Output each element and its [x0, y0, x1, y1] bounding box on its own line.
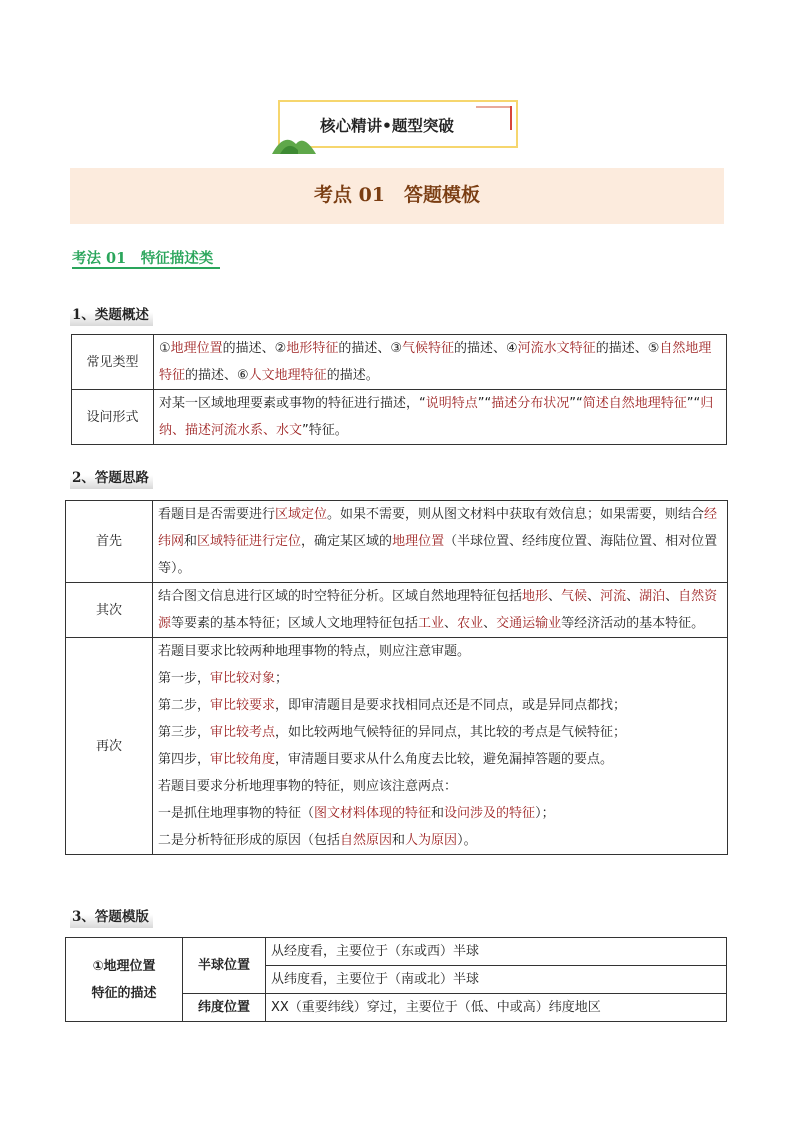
highlight-text: 归纳、描述河流水系、水文 — [159, 396, 714, 438]
page-title: 考点 01 答题模板 — [313, 184, 481, 206]
method-title-underline — [72, 267, 220, 269]
row-label: 常见类型 — [72, 335, 154, 390]
mountain-icon — [270, 128, 318, 156]
highlight-text: 地形特征 — [286, 341, 339, 356]
cell-text: 的描述、⑤ — [595, 341, 660, 356]
section-heading: 3、答题模版 — [70, 903, 153, 928]
highlight-text: 气候特征 — [402, 341, 455, 356]
table-row — [66, 638, 728, 855]
cell-text: ； — [275, 671, 289, 686]
cell-text: 。如果不需要，则从图文材料中获取有效信息；如果需要，则结合 — [327, 507, 705, 522]
cell-text: 、 — [483, 616, 497, 631]
highlight-text: 地形 — [522, 589, 549, 604]
step-line: 若题目要求分析地理事物的特征，则应该注意两点： — [158, 779, 458, 794]
cell-text: ① — [159, 341, 171, 356]
highlight-text: 审比较角度 — [210, 752, 276, 767]
cell-text: 等经济活动的基本特征。 — [561, 616, 705, 631]
cell-text: 的描述、③ — [338, 341, 402, 356]
overview-table — [71, 334, 727, 445]
table-cell — [153, 501, 728, 583]
cell-text: ）； — [535, 806, 555, 821]
cell-text: 、 — [587, 589, 601, 604]
cell-text: ”“ — [569, 396, 583, 411]
step-line: 若题目要求比较两种地理事物的特点，则应注意审题。 — [158, 644, 471, 659]
section-heading: 1、类题概述 — [70, 301, 153, 326]
row-label: 再次 — [66, 638, 153, 855]
highlight-text: 图文材料体现的特征 — [314, 806, 432, 821]
highlight-text: 自然地理特征 — [159, 341, 712, 383]
cell-text: 的描述、② — [222, 341, 287, 356]
table-cell — [154, 390, 727, 445]
table-row — [72, 335, 727, 390]
cell-text: ，确定某区域的 — [301, 534, 393, 549]
highlight-text: 区域特征进行定位 — [197, 534, 302, 549]
highlight-text: 自然资源 — [158, 589, 718, 631]
cell-text: 第一步， — [158, 671, 211, 686]
highlight-text: 描述分布状况 — [491, 396, 570, 411]
banner-deco-line — [510, 106, 512, 130]
highlight-text: 自然原因 — [340, 833, 393, 848]
row-label: 首先 — [66, 501, 153, 583]
row-label: 其次 — [66, 583, 153, 638]
step-line — [158, 827, 722, 854]
cell-text: 的描述。 — [326, 368, 379, 383]
method-title: 考法 01 特征描述类 — [72, 250, 214, 267]
table-row — [66, 583, 728, 638]
highlight-text: 交通运输业 — [496, 616, 562, 631]
cell-text: 等要素的基本特征；区域人文地理特征包括 — [171, 616, 419, 631]
section-heading: 2、答题思路 — [70, 464, 153, 489]
step-line — [158, 665, 722, 692]
cell-text: ，即审清题目是要求找相同点还是不同点，或是异同点都找； — [275, 698, 627, 713]
highlight-text: 人为原因 — [405, 833, 458, 848]
cell-text: 第三步， — [158, 725, 211, 740]
highlight-text: 设问涉及的特征 — [444, 806, 536, 821]
table-cell — [153, 638, 728, 855]
approach-table — [65, 500, 728, 855]
cell-text: 第四步， — [158, 752, 211, 767]
cell-text: 的描述、④ — [454, 341, 518, 356]
highlight-text: 湖泊 — [639, 589, 666, 604]
cell-text: ”“ — [686, 396, 701, 411]
category-line: ①地理位置 — [92, 958, 156, 974]
subcategory-cell: 纬度位置 — [183, 994, 266, 1022]
cell-text: 的描述、⑥ — [185, 368, 249, 383]
highlight-text: 审比较要求 — [210, 698, 276, 713]
highlight-text: 经纬网 — [158, 507, 718, 549]
cell-text: 对某一区域地理要素或事物的特征进行描述，“ — [159, 396, 426, 411]
cell-text: ，如比较两地气候特征的异同点，其比较的考点是气候特征； — [275, 725, 627, 740]
page-title-bar — [70, 168, 724, 224]
highlight-text: 审比较考点 — [210, 725, 276, 740]
highlight-text: 简述自然地理特征 — [582, 396, 687, 411]
step-line — [158, 746, 722, 773]
cell-text: 和 — [184, 534, 198, 549]
cell-text: 二是分析特征形成的原因（包括 — [158, 833, 341, 848]
table-row — [72, 390, 727, 445]
highlight-text: 地理位置 — [392, 534, 445, 549]
category-line: 特征的描述 — [91, 985, 157, 1001]
cell-text: 、 — [626, 589, 640, 604]
cell-text: 和 — [431, 806, 445, 821]
cell-text: 、 — [548, 589, 562, 604]
cell-text: 一是抓住地理事物的特征（ — [158, 806, 315, 821]
banner-deco-line — [476, 106, 510, 108]
highlight-text: 工业 — [418, 616, 445, 631]
highlight-text: 说明特点 — [425, 396, 478, 411]
table-cell: 从经度看，主要位于（东或西）半球 — [266, 938, 727, 966]
highlight-text: 河流 — [600, 589, 627, 604]
row-label: 设问形式 — [72, 390, 154, 445]
cell-text: 第二步， — [158, 698, 211, 713]
template-table — [65, 937, 727, 1022]
cell-text: 、 — [444, 616, 458, 631]
table-cell: 从纬度看，主要位于（南或北）半球 — [266, 966, 727, 994]
banner-title: 核心精讲•题型突破 — [320, 117, 454, 135]
cell-text: 结合图文信息进行区域的时空特征分析。区域自然地理特征包括 — [158, 589, 523, 604]
highlight-text: 气候 — [561, 589, 588, 604]
highlight-text: 农业 — [457, 616, 484, 631]
category-cell — [66, 938, 183, 1022]
cell-text: ”特征。 — [302, 423, 348, 438]
cell-text: 、 — [665, 589, 679, 604]
highlight-text: 审比较对象 — [210, 671, 276, 686]
step-line — [158, 692, 722, 719]
step-line — [158, 800, 722, 827]
cell-text: ”“ — [477, 396, 492, 411]
cell-text: ，审清题目要求从什么角度去比较，避免漏掉答题的要点。 — [275, 752, 614, 767]
table-cell — [153, 583, 728, 638]
cell-text: 和 — [392, 833, 406, 848]
highlight-text: 河流水文特征 — [517, 341, 596, 356]
cell-text: （半球位置、经纬度位置、海陆位置、相对位置等）。 — [158, 534, 718, 576]
subcategory-cell: 半球位置 — [183, 938, 266, 994]
highlight-text: 人文地理特征 — [248, 368, 327, 383]
table-cell — [154, 335, 727, 390]
step-line — [158, 719, 722, 746]
highlight-text: 地理位置 — [170, 341, 223, 356]
highlight-text: 区域定位 — [275, 507, 328, 522]
table-cell: XX（重要纬线）穿过，主要位于（低、中或高）纬度地区 — [266, 994, 727, 1022]
table-row — [66, 938, 727, 966]
table-row — [66, 501, 728, 583]
cell-text: 看题目是否需要进行 — [158, 507, 276, 522]
cell-text: ）。 — [457, 833, 477, 848]
